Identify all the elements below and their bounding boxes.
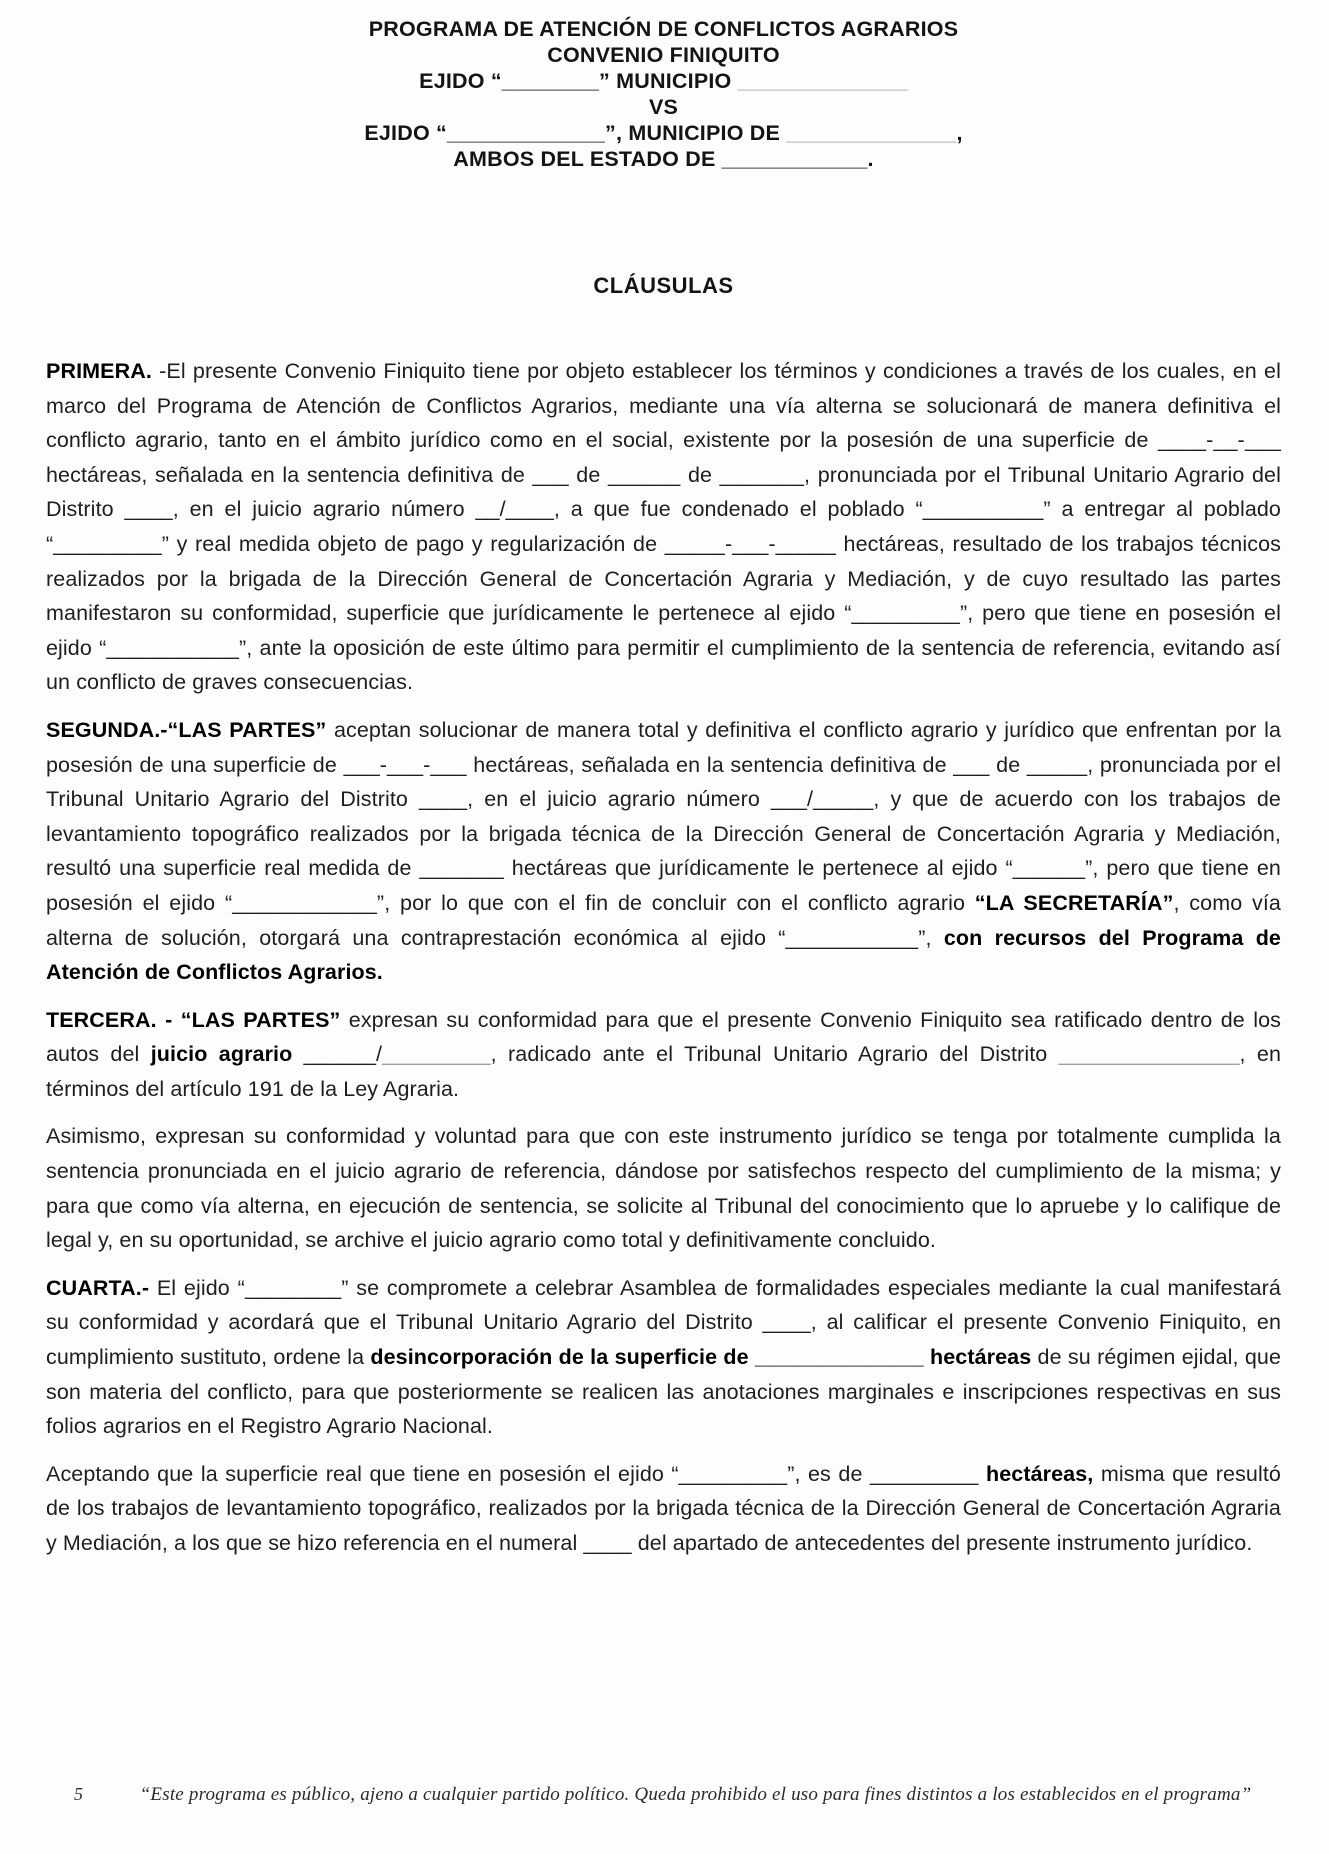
bold-text-run: CUARTA.- bbox=[46, 1275, 150, 1300]
text-run: Asimismo, expresan su conformidad y voluntad para que con este instrumento jurídico se tenga por totalmente cumplida la sentencia pronunciada en el juicio agrario de referencia, dándose por satisfechos respecto del cumplimiento de la misma; y para que como vía alterna, en ejecución de sentencia, se solicite al Tribunal del conocimiento que lo apruebe y lo califique de legal y, en su oportunidad, se archive el juicio agrario como total y definitivamente concluido. bbox=[46, 1124, 1281, 1253]
text-run: ______/ bbox=[292, 1042, 383, 1067]
header-title-line bbox=[46, 146, 1281, 172]
text-run: aceptan solucionar de manera total y definitiva el conflicto agrario y jurídico que enfrentan por la posesión de una superficie de ___-___-___ hectáreas, señalada en la sentencia definitiva de ___ de _____, pronunciada por el Tribunal Unitario Agrario del Distrito ____, en el juicio agrario número ___/_____, y que de acuerdo con los trabajos de levantamiento topográfico realizados por la brigada técnica de la Dirección General de Concertación Agraria y Mediación, resultó una superficie real medida de _______ hectáreas que jurídicamente le pertenece al ejido “______”, pero que tiene en posesión el ejido “____________”, por lo que con el fin de concluir con el conflicto agrario bbox=[46, 717, 1281, 915]
page-number: 5 bbox=[74, 1784, 83, 1804]
text-run: EJIDO “_____________”, MUNICIPIO DE bbox=[364, 121, 787, 145]
header-title-line bbox=[46, 42, 1281, 68]
text-run: EJIDO “________” MUNICIPIO bbox=[419, 69, 738, 93]
text-run: , en términos del artículo 191 de la Ley Agraria. bbox=[46, 1042, 1282, 1101]
bold-text-run: “LA SECRETARÍA” bbox=[974, 890, 1174, 915]
text-run: PROGRAMA DE ATENCIÓN DE CONFLICTOS AGRARIOS bbox=[368, 17, 959, 41]
text-run: Aceptando que la superficie real que tiene en posesión el ejido “_________”, es de _________ bbox=[46, 1461, 986, 1486]
bold-text-run: juicio agrario bbox=[150, 1042, 293, 1067]
blank-field-run: _______________ bbox=[1058, 1042, 1240, 1067]
clause-cuarta bbox=[46, 1271, 1281, 1444]
bold-text-run: con recursos del Programa de Atención de Conflictos Agrarios. bbox=[46, 925, 1281, 985]
header-title-line bbox=[46, 68, 1281, 94]
clause-segunda bbox=[46, 713, 1281, 990]
document-header bbox=[46, 16, 1281, 172]
header-title-line bbox=[46, 94, 1281, 120]
text-run: , radicado ante el Tribunal Unitario Agrario del Distrito bbox=[490, 1042, 1059, 1067]
header-title-line bbox=[46, 16, 1281, 42]
text-run: -El presente Convenio Finiquito tiene por objeto establecer los términos y condiciones a través de los cuales, en el marco del Programa de Atención de Conflictos Agrarios, mediante una vía alterna se solucionará de manera definitiva el conflicto agrario, tanto en el ámbito jurídico como en el social, existente por la posesión de una superficie de ____-__-___ hectáreas, señalada en la sentencia definitiva de ___ de ______ de _______, pronunciada por el Tribunal Unitario Agrario del Distrito ____, en el juicio agrario número __/____, a que fue condenado el poblado “__________” a entregar al poblado “_________” y real medida objeto de pago y regularización de _____-___-_____ hectáreas, resultado de los trabajos técnicos realizados por la brigada de la Dirección General de Concertación Agraria y Mediación, y de cuyo resultado las partes manifestaron su conformidad, superficie que jurídicamente le pertenece al ejido “_________”, pero que tiene en posesión el ejido “___________”, ante la oposición de este último para permitir el cumplimiento de la sentencia de referencia, evitando así un conflicto de graves consecuencias. bbox=[46, 359, 1281, 695]
text-run: AMBOS DEL ESTADO DE ____________. bbox=[453, 147, 874, 171]
bold-text-run: desincorporación de la superficie de ______________ hectáreas bbox=[370, 1345, 1032, 1370]
text-run: , bbox=[956, 121, 963, 145]
text-run: El ejido “________” se compromete a celebrar Asamblea de formalidades especiales mediante la cual manifestará su conformidad y acordará que el Tribunal Unitario Agrario del Distrito ____, al calificar el presente Convenio Finiquito, en cumplimiento sustituto, ordene la bbox=[46, 1275, 1281, 1370]
footer-legal-note: “Este programa es público, ajeno a cualquier partido político. Queda prohibido el uso para fines distintos a los establecidos en el programa” bbox=[139, 1784, 1252, 1805]
text-run: , como vía alterna de solución, otorgará una contraprestación económica al ejido “___________”, bbox=[46, 890, 1281, 950]
clause-primera bbox=[46, 354, 1281, 700]
clause-tercera bbox=[46, 1003, 1281, 1107]
bold-text-run: PRIMERA. bbox=[46, 359, 152, 383]
header-title-line bbox=[46, 120, 1281, 146]
bold-text-run: SEGUNDA.-“LAS PARTES” bbox=[46, 717, 327, 742]
bold-text-run: TERCERA. - “LAS PARTES” bbox=[46, 1007, 341, 1032]
blank-field-run: ______________ bbox=[737, 69, 908, 93]
paragraph-aceptando bbox=[46, 1457, 1281, 1561]
page-footer bbox=[74, 1784, 1273, 1806]
text-run: de su régimen ejidal, que son materia del conflicto, para que posteriormente se realicen las anotaciones marginales e inscripciones respectivas en sus folios agrarios en el Registro Agrario Nacional. bbox=[46, 1345, 1281, 1439]
document-content bbox=[46, 0, 1281, 1574]
blank-field-run: _________ bbox=[382, 1042, 491, 1067]
clauses-body bbox=[46, 354, 1281, 1561]
section-title-clausulas: CLÁUSULAS bbox=[593, 273, 734, 298]
bold-text-run: hectáreas, bbox=[985, 1461, 1094, 1486]
paragraph-asimismo bbox=[46, 1119, 1281, 1257]
blank-field-run: ______________ bbox=[786, 121, 957, 145]
text-run: expresan su conformidad para que el presente Convenio Finiquito sea ratificado dentro de los autos del bbox=[46, 1007, 1281, 1067]
text-run: CONVENIO FINIQUITO bbox=[547, 43, 780, 67]
text-run: misma que resultó de los trabajos de levantamiento topográfico, realizados por la brigada técnica de la Dirección General de Concertación Agraria y Mediación, a los que se hizo referencia en el numeral ____ del apartado de antecedentes del presente instrumento jurídico. bbox=[46, 1461, 1281, 1555]
text-run: VS bbox=[648, 95, 679, 119]
